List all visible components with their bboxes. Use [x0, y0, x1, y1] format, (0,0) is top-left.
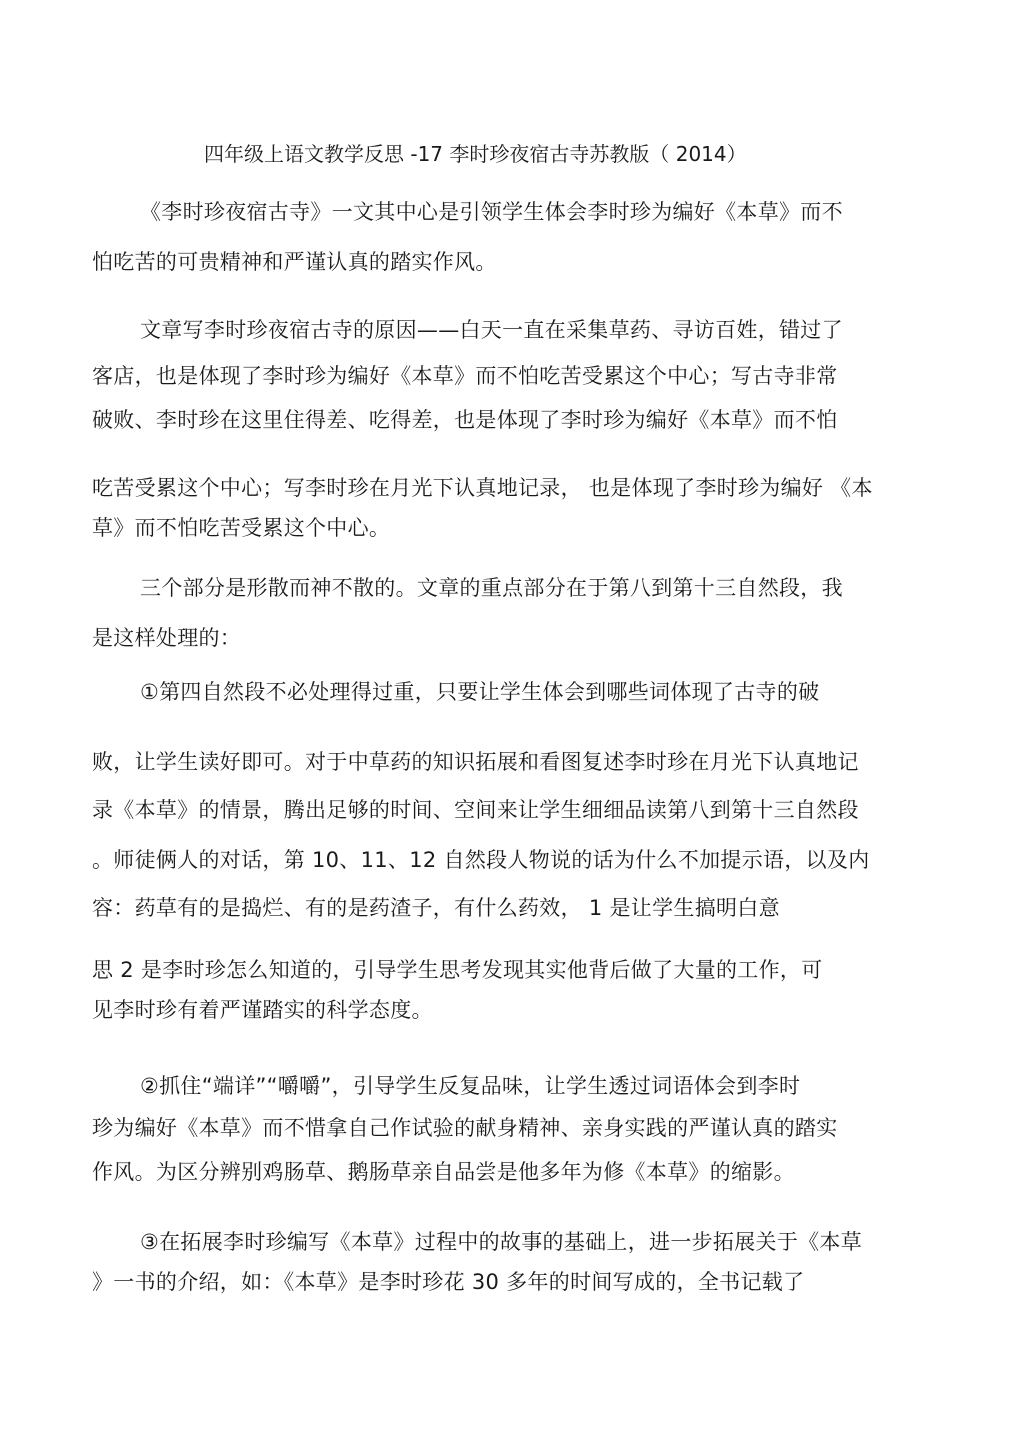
document-title: 四年级上语文教学反思 -17 李时珍夜宿古寺苏教版（ 2014） — [204, 142, 747, 166]
text-line: 思 2 是李时珍怎么知道的，引导学生思考发现其实他背后做了大量的工作，可 — [92, 958, 823, 982]
text-line: 破败、李时珍在这里住得差、吃得差，也是体现了李时珍为编好《本草》而不怕 — [92, 408, 838, 432]
text-line: 。师徒俩人的对话，第 10、11、12 自然段人物说的话为什么不加提示语，以及内 — [92, 848, 870, 872]
text-line: 是这样处理的： — [92, 626, 242, 650]
text-line: 作风。为区分辨别鸡肠草、鹅肠草亲自品尝是他多年为修《本草》的缩影。 — [92, 1160, 795, 1184]
text-line: 吃苦受累这个中心；写李时珍在月光下认真地记录， 也是体现了李时珍为编好 《本 — [92, 476, 873, 500]
text-line: ③在拓展李时珍编写《本草》过程中的故事的基础上，进一步拓展关于《本草 — [140, 1230, 863, 1254]
text-line: 珍为编好《本草》而不惜拿自己作试验的献身精神、亲身实践的严谨认真的踏实 — [92, 1116, 838, 1140]
text-line: 客店，也是体现了李时珍为编好《本草》而不怕吃苦受累这个中心；写古寺非常 — [92, 364, 838, 388]
text-line: ②抓住“端详”“嚼嚼”，引导学生反复品味，让学生透过词语体会到李时 — [140, 1074, 801, 1098]
text-line: 草》而不怕吃苦受累这个中心。 — [92, 516, 391, 540]
text-line: ①第四自然段不必处理得过重，只要让学生体会到哪些词体现了古寺的破 — [140, 680, 820, 704]
text-line: 容：药草有的是捣烂、有的是药渣子，有什么药效， 1 是让学生搞明白意 — [92, 896, 780, 920]
text-line: 见李时珍有着严谨踏实的科学态度。 — [92, 998, 433, 1022]
text-line: 《李时珍夜宿古寺》一文其中心是引领学生体会李时珍为编好《本草》而不 — [140, 200, 843, 224]
text-line: 录《本草》的情景，腾出足够的时间、空间来让学生细细品读第八到第十三自然段 — [92, 798, 859, 822]
text-line: 怕吃苦的可贵精神和严谨认真的踏实作风。 — [92, 250, 497, 274]
text-line: 文章写李时珍夜宿古寺的原因——白天一直在采集草药、寻访百姓，错过了 — [140, 318, 843, 342]
text-line: 三个部分是形散而神不散的。文章的重点部分在于第八到第十三自然段，我 — [140, 576, 843, 600]
text-line: 》一书的介绍，如：《本草》是李时珍花 30 多年的时间写成的，全书记载了 — [92, 1270, 805, 1294]
text-line: 败，让学生读好即可。对于中草药的知识拓展和看图复述李时珍在月光下认真地记 — [92, 750, 859, 774]
